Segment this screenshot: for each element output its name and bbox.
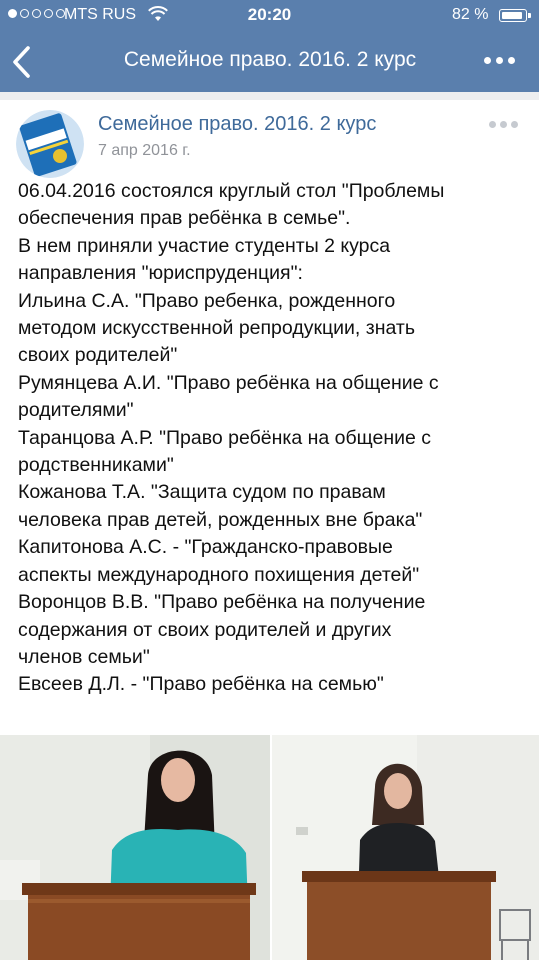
page-title: Семейное право. 2016. 2 курс <box>123 48 417 71</box>
battery-icon <box>499 9 527 22</box>
carrier-name: MTS RUS <box>64 6 136 23</box>
post-text-line: Румянцева А.И. "Право ребёнка на общение с <box>18 371 439 394</box>
post-date: 7 апр 2016 г. <box>98 142 191 159</box>
more-horizontal-icon[interactable] <box>484 57 515 64</box>
photo-attachments[interactable] <box>0 735 539 960</box>
post-text-line: Капитонова А.С. - "Гражданско-правовые <box>18 536 393 559</box>
post-card <box>0 100 539 960</box>
post-text-line: Евсеев Д.Л. - "Право ребёнка на семью" <box>18 673 384 696</box>
post-text-line: своих родителей" <box>18 344 178 367</box>
battery-percent: 82 % <box>452 6 489 23</box>
photo-speaker-1[interactable] <box>0 735 270 960</box>
status-bar <box>0 0 539 32</box>
post-options-icon[interactable] <box>489 121 518 128</box>
post-text-line: аспекты международного похищения детей" <box>18 563 420 586</box>
post-text-line: Таранцова А.Р. "Право ребёнка на общение с <box>18 426 432 449</box>
group-name-link[interactable]: Семейное право. 2016. 2 курс <box>98 113 377 135</box>
top-bar <box>0 0 539 92</box>
chevron-left-icon[interactable] <box>6 42 40 82</box>
post-text-line: обеспечения прав ребёнка в семье". <box>18 207 351 230</box>
post-text-line: Кожанова Т.А. "Защита судом по правам <box>18 481 386 504</box>
group-avatar[interactable] <box>16 110 84 178</box>
post-text-line: методом искусственной репродукции, знать <box>18 317 415 340</box>
post-text-line: 06.04.2016 состоялся круглый стол "Проблемы <box>18 180 445 202</box>
navigation-bar <box>0 32 539 92</box>
post-text-line: человека прав детей, рожденных вне брака" <box>18 508 423 531</box>
post-text-line: членов семьи" <box>18 645 150 668</box>
post-text-line: направления "юриспруденция": <box>18 262 303 285</box>
clock: 20:20 <box>247 5 292 24</box>
post-text-line: родственниками" <box>18 454 174 477</box>
post-body <box>18 178 528 699</box>
post-text-line: родителями" <box>18 399 134 422</box>
post-text-line: В нем приняли участие студенты 2 курса <box>18 234 391 257</box>
post-text-line: Ильина С.А. "Право ребенка, рожденного <box>18 289 396 312</box>
post-text-line: содержания от своих родителей и других <box>18 618 392 641</box>
post-text-line: Воронцов В.В. "Право ребёнка на получение <box>18 591 426 614</box>
photo-speaker-2[interactable] <box>272 735 539 960</box>
